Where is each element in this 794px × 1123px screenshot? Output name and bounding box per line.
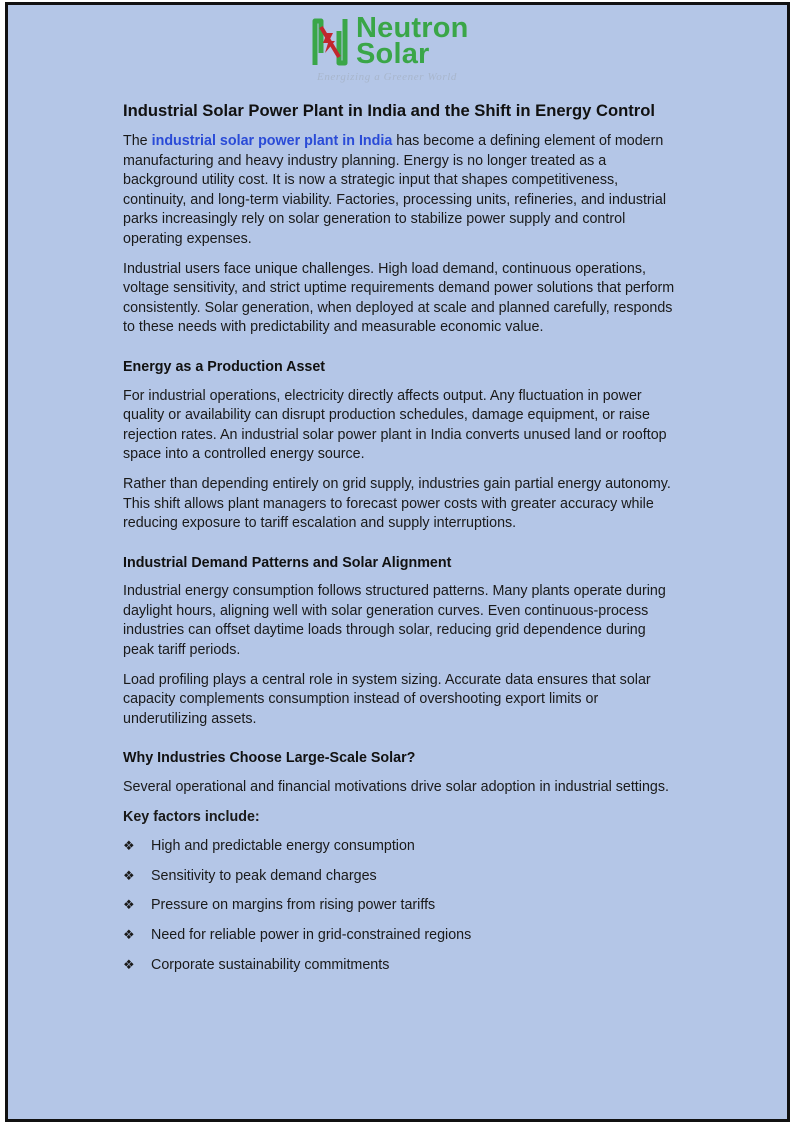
intro-suffix: has become a defining element of modern manufacturing and heavy industry planning. Energy is no longer treated as a background utility cost. It is now a strategic input that shapes competitiveness, continuity, and long-term viability. Factories, processing units, refineries, and industrial parks increasingly rely on solar generation to stabilize power supply and control operating expenses. — [123, 133, 667, 247]
article-body — [123, 100, 678, 985]
company-logo — [311, 13, 491, 89]
diamond-bullet-icon: ❖ — [123, 928, 135, 943]
section-heading-demand-patterns: Industrial Demand Patterns and Solar Alignment — [123, 554, 452, 571]
list-item-text: Sensitivity to peak demand charges — [151, 867, 377, 884]
list-item-text: Need for reliable power in grid-constrained regions — [151, 927, 472, 943]
diamond-bullet-icon: ❖ — [123, 898, 135, 914]
solar-plant-link[interactable]: industrial solar power plant in India — [151, 133, 393, 149]
logo-mark-icon — [311, 13, 355, 71]
intro-prefix: The — [123, 133, 152, 149]
section-heading-production-asset: Energy as a Production Asset — [123, 358, 326, 375]
list-item-text: High and predictable energy consumption — [151, 838, 415, 855]
intro-paragraph — [123, 132, 678, 250]
section-heading-large-scale-solar: Why Industries Choose Large-Scale Solar? — [123, 750, 416, 767]
intro-paragraph-2: Industrial users face unique challenges. High load demand, continuous operations, voltage sensitivity, and strict uptime requirements demand power solutions that perform consistently. Solar generation, when deployed at scale and planned carefully, responds to these needs with predictability and measurable economic value. — [123, 260, 675, 336]
diamond-bullet-icon: ❖ — [123, 957, 135, 973]
diamond-bullet-icon: ❖ — [123, 868, 135, 884]
list-item — [123, 896, 678, 916]
diamond-bullet-icon: ❖ — [123, 839, 135, 855]
section3-paragraph-1: Several operational and financial motivations drive solar adoption in industrial settings. — [123, 779, 669, 796]
logo-brand-line1: Neutron — [356, 12, 469, 44]
list-item — [123, 867, 678, 887]
list-item-text: Corporate sustainability commitments — [151, 956, 390, 973]
key-factors-list — [123, 837, 678, 975]
section2-paragraph-1: Industrial energy consumption follows structured patterns. Many plants operate during daylight hours, aligning well with solar generation curves. Even continuous-process industries can offset daytime loads through solar, reducing grid dependence during peak tariff periods. — [123, 583, 666, 659]
list-item — [123, 926, 678, 946]
list-item — [123, 837, 678, 857]
logo-tagline: Energizing a Greener World — [317, 71, 457, 83]
logo-brand-line2: Solar — [356, 38, 430, 70]
section1-paragraph-2: Rather than depending entirely on grid supply, industries gain partial energy autonomy. This shift allows plant managers to forecast power costs with greater accuracy while reducing exposure to tariff escalation and supply interruptions. — [123, 475, 671, 532]
list-item — [123, 956, 678, 976]
list-item-text: Pressure on margins from rising power tariffs — [151, 897, 436, 914]
document-page — [5, 2, 790, 1122]
page-title: Industrial Solar Power Plant in India and the Shift in Energy Control — [123, 101, 655, 120]
section1-paragraph-1: For industrial operations, electricity directly affects output. Any fluctuation in power quality or availability can disrupt production schedules, damage equipment, or raise rejection rates. An industrial solar power plant in India converts unused land or rooftop space into a controlled energy source. — [123, 387, 667, 463]
key-factors-label: Key factors include: — [123, 808, 260, 825]
section2-paragraph-2: Load profiling plays a central role in system sizing. Accurate data ensures that solar capacity complements consumption instead of overshooting export limits or underutilizing assets. — [123, 671, 651, 727]
